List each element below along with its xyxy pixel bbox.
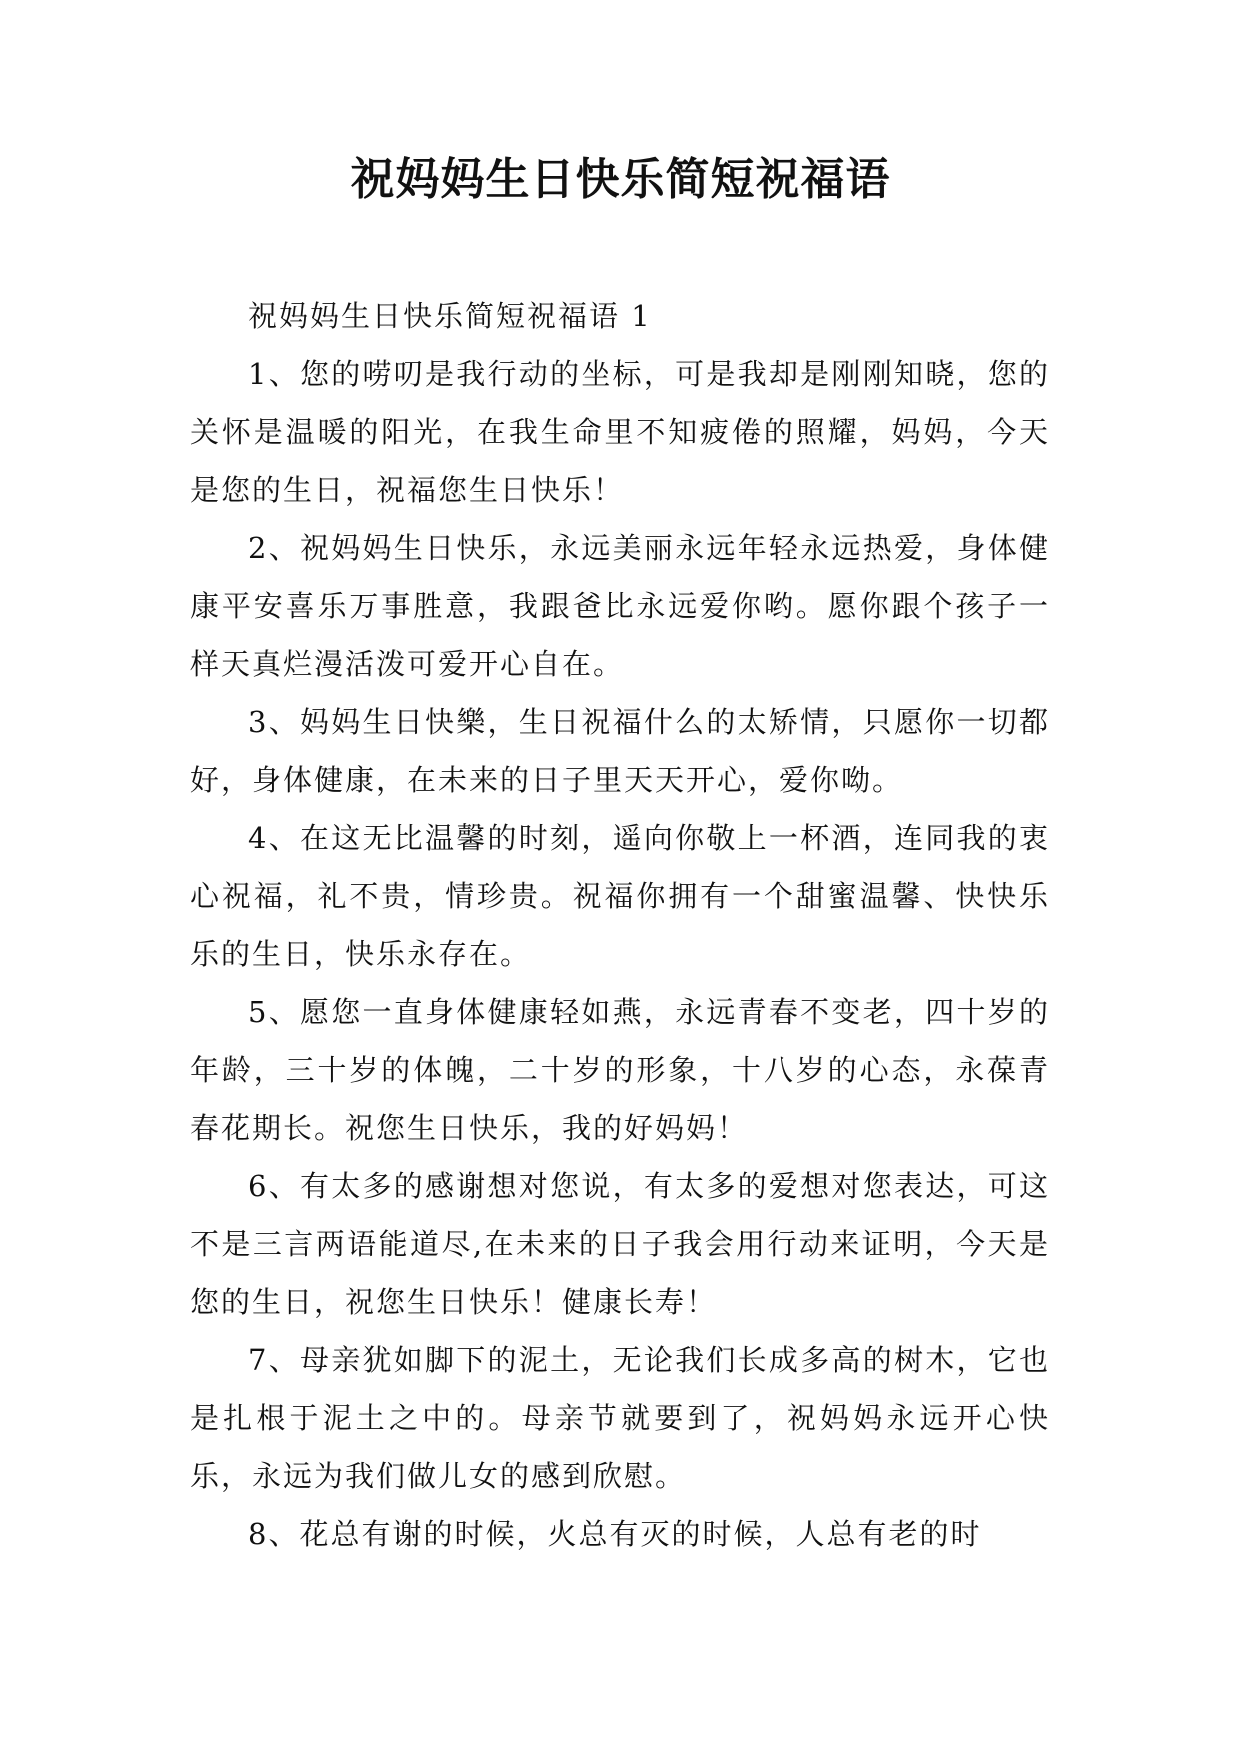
paragraph-3: 3、妈妈生日快樂，生日祝福什么的太矫情，只愿你一切都好，身体健康，在未来的日子里天天开心，爱你呦。 [190, 705, 1050, 797]
paragraph-8: 8、花总有谢的时候，火总有灭的时候，人总有老的时 [248, 1517, 982, 1551]
paragraph-1: 1、您的唠叨是我行动的坐标，可是我却是刚刚知晓，您的关怀是温暖的阳光，在我生命里不知疲倦的照耀，妈妈，今天是您的生日，祝福您生日快乐！ [190, 357, 1050, 507]
paragraph-5: 5、愿您一直身体健康轻如燕，永远青春不变老，四十岁的年龄，三十岁的体魄，二十岁的形象，十八岁的心态，永葆青春花期长。祝您生日快乐，我的好妈妈！ [190, 995, 1050, 1145]
paragraph-2: 2、祝妈妈生日快乐，永远美丽永远年轻永远热爱，身体健康平安喜乐万事胜意，我跟爸比永远爱你哟。愿你跟个孩子一样天真烂漫活泼可爱开心自在。 [190, 531, 1050, 681]
document-title: 祝妈妈生日快乐简短祝福语 [350, 154, 891, 205]
paragraph-6: 6、有太多的感谢想对您说，有太多的爱想对您表达，可这不是三言两语能道尽,在未来的日子我会用行动来证明，今天是您的生日，祝您生日快乐！健康长寿！ [190, 1169, 1050, 1319]
document-body [190, 287, 1050, 1563]
paragraph-4: 4、在这无比温馨的时刻，遥向你敬上一杯酒，连同我的衷心祝福，礼不贵，情珍贵。祝福你拥有一个甜蜜温馨、快快乐乐的生日，快乐永存在。 [190, 821, 1050, 971]
section-heading: 祝妈妈生日快乐简短祝福语 1 [248, 299, 652, 333]
paragraph-7: 7、母亲犹如脚下的泥土，无论我们长成多高的树木，它也是扎根于泥土之中的。母亲节就要到了，祝妈妈永远开心快乐，永远为我们做儿女的感到欣慰。 [190, 1343, 1050, 1493]
